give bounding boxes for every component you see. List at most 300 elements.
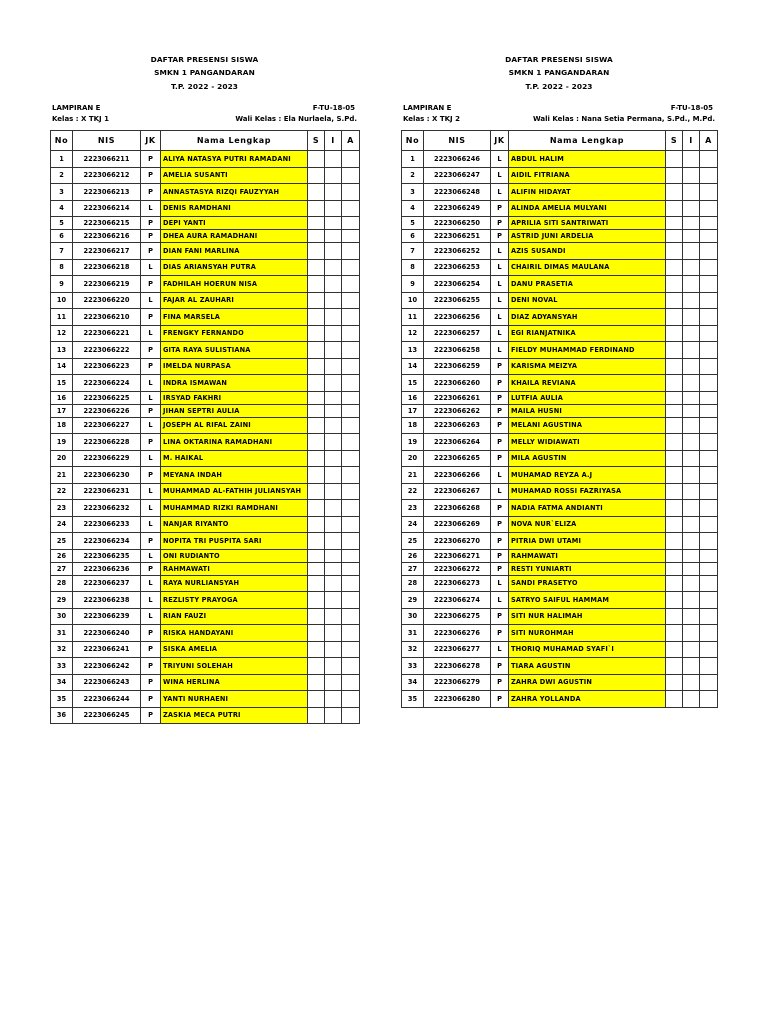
row-izin-cell[interactable] bbox=[683, 391, 700, 404]
row-sakit-cell[interactable] bbox=[308, 549, 325, 562]
row-nis: 2223066230 bbox=[73, 467, 141, 484]
row-alpa-cell[interactable] bbox=[700, 641, 718, 658]
row-jk: P bbox=[141, 658, 161, 675]
row-nis: 2223066279 bbox=[424, 674, 491, 691]
row-sakit-cell[interactable] bbox=[666, 533, 683, 550]
row-sakit-cell[interactable] bbox=[666, 549, 683, 562]
row-nama: RIAN FAUZI bbox=[161, 608, 308, 625]
row-sakit-cell[interactable] bbox=[666, 592, 683, 609]
row-izin-cell[interactable] bbox=[325, 342, 342, 359]
homeroom-teacher: Wali Kelas : Nana Setia Permana, S.Pd., M.Pd. bbox=[532, 115, 715, 123]
row-sakit-cell[interactable] bbox=[666, 325, 683, 342]
row-alpa-cell[interactable] bbox=[700, 467, 718, 484]
row-alpa-cell[interactable] bbox=[700, 230, 718, 243]
table-row bbox=[402, 200, 718, 217]
row-jk: P bbox=[491, 200, 509, 217]
row-izin-cell[interactable] bbox=[683, 243, 700, 260]
column-header-a: A bbox=[700, 131, 718, 151]
row-alpa-cell[interactable] bbox=[342, 658, 360, 675]
row-alpa-cell[interactable] bbox=[700, 243, 718, 260]
row-no: 16 bbox=[51, 391, 73, 404]
row-izin-cell[interactable] bbox=[325, 562, 342, 575]
row-no: 23 bbox=[402, 500, 424, 517]
row-alpa-cell[interactable] bbox=[342, 500, 360, 517]
row-sakit-cell[interactable] bbox=[308, 592, 325, 609]
row-sakit-cell[interactable] bbox=[666, 434, 683, 451]
row-nama: MEYANA INDAH bbox=[161, 467, 308, 484]
row-izin-cell[interactable] bbox=[683, 167, 700, 184]
table-row bbox=[402, 151, 718, 168]
row-izin-cell[interactable] bbox=[325, 674, 342, 691]
row-izin-cell[interactable] bbox=[325, 516, 342, 533]
row-sakit-cell[interactable] bbox=[666, 417, 683, 434]
column-header-nama: Nama Lengkap bbox=[161, 131, 308, 151]
row-sakit-cell[interactable] bbox=[666, 342, 683, 359]
row-nama: MUHAMMAD AL-FATHIH JULIANSYAH bbox=[161, 483, 308, 500]
row-alpa-cell[interactable] bbox=[700, 276, 718, 293]
row-izin-cell[interactable] bbox=[325, 151, 342, 168]
row-sakit-cell[interactable] bbox=[308, 391, 325, 404]
row-sakit-cell[interactable] bbox=[308, 562, 325, 575]
table-row bbox=[51, 608, 360, 625]
row-sakit-cell[interactable] bbox=[308, 533, 325, 550]
row-sakit-cell[interactable] bbox=[666, 658, 683, 675]
row-no: 11 bbox=[51, 309, 73, 326]
table-row bbox=[51, 674, 360, 691]
row-nis: 2223066211 bbox=[73, 151, 141, 168]
row-izin-cell[interactable] bbox=[325, 467, 342, 484]
row-sakit-cell[interactable] bbox=[666, 575, 683, 592]
row-izin-cell[interactable] bbox=[325, 533, 342, 550]
row-alpa-cell[interactable] bbox=[342, 151, 360, 168]
row-izin-cell[interactable] bbox=[325, 292, 342, 309]
row-nis: 2223066276 bbox=[424, 625, 491, 642]
row-izin-cell[interactable] bbox=[683, 217, 700, 230]
row-sakit-cell[interactable] bbox=[666, 674, 683, 691]
row-no: 14 bbox=[51, 358, 73, 375]
row-nama: DHEA AURA RAMADHANI bbox=[161, 230, 308, 243]
row-nama: ASTRID JUNI ARDELIA bbox=[509, 230, 666, 243]
row-sakit-cell[interactable] bbox=[666, 358, 683, 375]
table-row bbox=[402, 276, 718, 293]
row-sakit-cell[interactable] bbox=[666, 608, 683, 625]
row-izin-cell[interactable] bbox=[683, 375, 700, 392]
row-sakit-cell[interactable] bbox=[308, 483, 325, 500]
row-izin-cell[interactable] bbox=[683, 658, 700, 675]
row-nis: 2223066215 bbox=[73, 217, 141, 230]
row-izin-cell[interactable] bbox=[683, 184, 700, 201]
row-alpa-cell[interactable] bbox=[342, 358, 360, 375]
row-izin-cell[interactable] bbox=[325, 230, 342, 243]
row-izin-cell[interactable] bbox=[683, 674, 700, 691]
row-sakit-cell[interactable] bbox=[308, 230, 325, 243]
row-sakit-cell[interactable] bbox=[666, 404, 683, 417]
row-izin-cell[interactable] bbox=[683, 342, 700, 359]
row-sakit-cell[interactable] bbox=[666, 625, 683, 642]
row-nis: 2223066224 bbox=[73, 375, 141, 392]
row-sakit-cell[interactable] bbox=[308, 184, 325, 201]
row-izin-cell[interactable] bbox=[325, 549, 342, 562]
row-alpa-cell[interactable] bbox=[700, 391, 718, 404]
row-jk: L bbox=[491, 309, 509, 326]
row-jk: L bbox=[141, 450, 161, 467]
row-alpa-cell[interactable] bbox=[342, 259, 360, 276]
row-sakit-cell[interactable] bbox=[666, 151, 683, 168]
row-alpa-cell[interactable] bbox=[342, 404, 360, 417]
row-sakit-cell[interactable] bbox=[666, 562, 683, 575]
table-row bbox=[51, 592, 360, 609]
row-jk: L bbox=[491, 592, 509, 609]
row-izin-cell[interactable] bbox=[683, 641, 700, 658]
row-nis: 2223066274 bbox=[424, 592, 491, 609]
table-row bbox=[402, 184, 718, 201]
row-alpa-cell[interactable] bbox=[700, 217, 718, 230]
row-sakit-cell[interactable] bbox=[308, 358, 325, 375]
row-alpa-cell[interactable] bbox=[700, 483, 718, 500]
row-alpa-cell[interactable] bbox=[700, 450, 718, 467]
row-jk: P bbox=[491, 450, 509, 467]
table-row bbox=[51, 641, 360, 658]
row-sakit-cell[interactable] bbox=[308, 375, 325, 392]
row-no: 22 bbox=[402, 483, 424, 500]
row-alpa-cell[interactable] bbox=[700, 658, 718, 675]
row-sakit-cell[interactable] bbox=[308, 641, 325, 658]
table-row bbox=[51, 516, 360, 533]
table-row bbox=[51, 230, 360, 243]
row-no: 28 bbox=[51, 575, 73, 592]
row-sakit-cell[interactable] bbox=[666, 467, 683, 484]
table-row bbox=[402, 391, 718, 404]
row-izin-cell[interactable] bbox=[325, 707, 342, 724]
row-nama: RAHMAWATI bbox=[161, 562, 308, 575]
row-alpa-cell[interactable] bbox=[342, 533, 360, 550]
row-sakit-cell[interactable] bbox=[308, 325, 325, 342]
row-alpa-cell[interactable] bbox=[700, 259, 718, 276]
row-alpa-cell[interactable] bbox=[700, 342, 718, 359]
row-izin-cell[interactable] bbox=[325, 358, 342, 375]
row-alpa-cell[interactable] bbox=[342, 375, 360, 392]
row-sakit-cell[interactable] bbox=[666, 691, 683, 708]
row-jk: P bbox=[141, 533, 161, 550]
row-izin-cell[interactable] bbox=[325, 608, 342, 625]
row-alpa-cell[interactable] bbox=[342, 243, 360, 260]
row-izin-cell[interactable] bbox=[325, 309, 342, 326]
row-alpa-cell[interactable] bbox=[700, 592, 718, 609]
row-alpa-cell[interactable] bbox=[342, 230, 360, 243]
row-alpa-cell[interactable] bbox=[700, 167, 718, 184]
row-jk: P bbox=[141, 358, 161, 375]
row-alpa-cell[interactable] bbox=[342, 549, 360, 562]
row-izin-cell[interactable] bbox=[683, 200, 700, 217]
column-header-i: I bbox=[325, 131, 342, 151]
row-izin-cell[interactable] bbox=[683, 325, 700, 342]
row-izin-cell[interactable] bbox=[683, 625, 700, 642]
row-izin-cell[interactable] bbox=[683, 259, 700, 276]
row-sakit-cell[interactable] bbox=[308, 243, 325, 260]
row-sakit-cell[interactable] bbox=[308, 608, 325, 625]
row-nis: 2223066261 bbox=[424, 391, 491, 404]
row-sakit-cell[interactable] bbox=[308, 417, 325, 434]
row-alpa-cell[interactable] bbox=[700, 500, 718, 517]
row-sakit-cell[interactable] bbox=[666, 292, 683, 309]
row-alpa-cell[interactable] bbox=[342, 342, 360, 359]
row-izin-cell[interactable] bbox=[325, 625, 342, 642]
row-alpa-cell[interactable] bbox=[342, 217, 360, 230]
row-nis: 2223066267 bbox=[424, 483, 491, 500]
row-nama: INDRA ISMAWAN bbox=[161, 375, 308, 392]
row-alpa-cell[interactable] bbox=[700, 375, 718, 392]
row-jk: P bbox=[491, 549, 509, 562]
row-sakit-cell[interactable] bbox=[666, 516, 683, 533]
row-sakit-cell[interactable] bbox=[666, 276, 683, 293]
row-nis: 2223066238 bbox=[73, 592, 141, 609]
row-nama: DEPI YANTI bbox=[161, 217, 308, 230]
row-no: 9 bbox=[402, 276, 424, 293]
row-sakit-cell[interactable] bbox=[308, 575, 325, 592]
row-izin-cell[interactable] bbox=[325, 483, 342, 500]
table-row bbox=[51, 467, 360, 484]
row-no: 13 bbox=[402, 342, 424, 359]
row-alpa-cell[interactable] bbox=[700, 358, 718, 375]
row-sakit-cell[interactable] bbox=[308, 450, 325, 467]
row-izin-cell[interactable] bbox=[325, 391, 342, 404]
row-alpa-cell[interactable] bbox=[700, 608, 718, 625]
row-izin-cell[interactable] bbox=[325, 243, 342, 260]
row-alpa-cell[interactable] bbox=[342, 483, 360, 500]
row-nis: 2223066232 bbox=[73, 500, 141, 517]
row-izin-cell[interactable] bbox=[325, 325, 342, 342]
row-izin-cell[interactable] bbox=[325, 417, 342, 434]
row-sakit-cell[interactable] bbox=[308, 500, 325, 517]
row-nis: 2223066236 bbox=[73, 562, 141, 575]
row-izin-cell[interactable] bbox=[683, 358, 700, 375]
row-nama: FINA MARSELA bbox=[161, 309, 308, 326]
row-izin-cell[interactable] bbox=[683, 516, 700, 533]
row-alpa-cell[interactable] bbox=[342, 325, 360, 342]
row-jk: L bbox=[491, 167, 509, 184]
row-sakit-cell[interactable] bbox=[308, 217, 325, 230]
row-alpa-cell[interactable] bbox=[342, 167, 360, 184]
row-sakit-cell[interactable] bbox=[666, 167, 683, 184]
row-alpa-cell[interactable] bbox=[342, 309, 360, 326]
row-no: 21 bbox=[402, 467, 424, 484]
row-alpa-cell[interactable] bbox=[342, 641, 360, 658]
row-sakit-cell[interactable] bbox=[666, 450, 683, 467]
row-sakit-cell[interactable] bbox=[666, 200, 683, 217]
row-izin-cell[interactable] bbox=[683, 575, 700, 592]
row-izin-cell[interactable] bbox=[683, 483, 700, 500]
row-izin-cell[interactable] bbox=[325, 200, 342, 217]
row-jk: P bbox=[141, 562, 161, 575]
table-header-row bbox=[51, 131, 360, 151]
row-sakit-cell[interactable] bbox=[666, 184, 683, 201]
row-no: 16 bbox=[402, 391, 424, 404]
row-izin-cell[interactable] bbox=[325, 375, 342, 392]
row-alpa-cell[interactable] bbox=[342, 276, 360, 293]
row-izin-cell[interactable] bbox=[325, 641, 342, 658]
row-izin-cell[interactable] bbox=[683, 608, 700, 625]
row-izin-cell[interactable] bbox=[325, 658, 342, 675]
row-alpa-cell[interactable] bbox=[342, 200, 360, 217]
row-izin-cell[interactable] bbox=[683, 467, 700, 484]
column-header-i: I bbox=[683, 131, 700, 151]
row-izin-cell[interactable] bbox=[683, 434, 700, 451]
row-no: 33 bbox=[402, 658, 424, 675]
row-sakit-cell[interactable] bbox=[308, 467, 325, 484]
row-izin-cell[interactable] bbox=[683, 276, 700, 293]
table-header-row bbox=[402, 131, 718, 151]
row-alpa-cell[interactable] bbox=[700, 562, 718, 575]
row-sakit-cell[interactable] bbox=[308, 707, 325, 724]
row-izin-cell[interactable] bbox=[325, 167, 342, 184]
row-izin-cell[interactable] bbox=[683, 562, 700, 575]
row-alpa-cell[interactable] bbox=[342, 391, 360, 404]
row-alpa-cell[interactable] bbox=[342, 625, 360, 642]
row-izin-cell[interactable] bbox=[683, 292, 700, 309]
row-alpa-cell[interactable] bbox=[342, 434, 360, 451]
row-alpa-cell[interactable] bbox=[700, 625, 718, 642]
row-alpa-cell[interactable] bbox=[700, 549, 718, 562]
row-izin-cell[interactable] bbox=[683, 533, 700, 550]
row-sakit-cell[interactable] bbox=[666, 375, 683, 392]
row-alpa-cell[interactable] bbox=[700, 674, 718, 691]
row-izin-cell[interactable] bbox=[683, 592, 700, 609]
row-sakit-cell[interactable] bbox=[666, 243, 683, 260]
row-izin-cell[interactable] bbox=[325, 259, 342, 276]
row-sakit-cell[interactable] bbox=[666, 391, 683, 404]
row-alpa-cell[interactable] bbox=[700, 434, 718, 451]
row-alpa-cell[interactable] bbox=[342, 592, 360, 609]
row-alpa-cell[interactable] bbox=[700, 691, 718, 708]
row-alpa-cell[interactable] bbox=[700, 309, 718, 326]
row-izin-cell[interactable] bbox=[683, 404, 700, 417]
row-izin-cell[interactable] bbox=[683, 691, 700, 708]
row-sakit-cell[interactable] bbox=[666, 309, 683, 326]
row-jk: L bbox=[141, 325, 161, 342]
row-no: 17 bbox=[402, 404, 424, 417]
row-alpa-cell[interactable] bbox=[342, 575, 360, 592]
row-izin-cell[interactable] bbox=[683, 230, 700, 243]
row-sakit-cell[interactable] bbox=[666, 230, 683, 243]
row-no: 14 bbox=[402, 358, 424, 375]
row-alpa-cell[interactable] bbox=[700, 417, 718, 434]
row-jk: P bbox=[141, 309, 161, 326]
row-izin-cell[interactable] bbox=[683, 309, 700, 326]
row-alpa-cell[interactable] bbox=[700, 516, 718, 533]
row-izin-cell[interactable] bbox=[325, 592, 342, 609]
table-row bbox=[402, 625, 718, 642]
row-izin-cell[interactable] bbox=[325, 575, 342, 592]
row-sakit-cell[interactable] bbox=[308, 625, 325, 642]
row-alpa-cell[interactable] bbox=[700, 292, 718, 309]
row-izin-cell[interactable] bbox=[325, 184, 342, 201]
row-sakit-cell[interactable] bbox=[308, 292, 325, 309]
row-alpa-cell[interactable] bbox=[342, 467, 360, 484]
row-sakit-cell[interactable] bbox=[308, 200, 325, 217]
row-nama: TIARA AGUSTIN bbox=[509, 658, 666, 675]
row-nis: 2223066277 bbox=[424, 641, 491, 658]
row-sakit-cell[interactable] bbox=[666, 641, 683, 658]
row-izin-cell[interactable] bbox=[325, 691, 342, 708]
row-sakit-cell[interactable] bbox=[308, 259, 325, 276]
row-izin-cell[interactable] bbox=[325, 434, 342, 451]
row-izin-cell[interactable] bbox=[683, 417, 700, 434]
row-jk: P bbox=[491, 608, 509, 625]
row-alpa-cell[interactable] bbox=[700, 200, 718, 217]
row-nama: TRIYUNI SOLEHAH bbox=[161, 658, 308, 675]
row-no: 15 bbox=[402, 375, 424, 392]
row-nis: 2223066214 bbox=[73, 200, 141, 217]
row-sakit-cell[interactable] bbox=[308, 404, 325, 417]
row-sakit-cell[interactable] bbox=[308, 151, 325, 168]
row-nama: JOSEPH AL RIFAL ZAINI bbox=[161, 417, 308, 434]
row-sakit-cell[interactable] bbox=[666, 217, 683, 230]
row-alpa-cell[interactable] bbox=[700, 575, 718, 592]
row-nis: 2223066223 bbox=[73, 358, 141, 375]
row-alpa-cell[interactable] bbox=[342, 674, 360, 691]
row-sakit-cell[interactable] bbox=[308, 658, 325, 675]
row-izin-cell[interactable] bbox=[325, 404, 342, 417]
row-sakit-cell[interactable] bbox=[308, 342, 325, 359]
row-alpa-cell[interactable] bbox=[342, 562, 360, 575]
row-sakit-cell[interactable] bbox=[308, 674, 325, 691]
row-nama: IMELDA NURPASA bbox=[161, 358, 308, 375]
row-alpa-cell[interactable] bbox=[342, 417, 360, 434]
row-alpa-cell[interactable] bbox=[342, 516, 360, 533]
row-sakit-cell[interactable] bbox=[666, 500, 683, 517]
row-izin-cell[interactable] bbox=[683, 450, 700, 467]
row-izin-cell[interactable] bbox=[325, 276, 342, 293]
row-izin-cell[interactable] bbox=[683, 151, 700, 168]
row-alpa-cell[interactable] bbox=[342, 292, 360, 309]
row-sakit-cell[interactable] bbox=[308, 434, 325, 451]
row-sakit-cell[interactable] bbox=[308, 691, 325, 708]
row-sakit-cell[interactable] bbox=[308, 276, 325, 293]
row-alpa-cell[interactable] bbox=[342, 608, 360, 625]
row-alpa-cell[interactable] bbox=[342, 450, 360, 467]
row-nis: 2223066220 bbox=[73, 292, 141, 309]
row-nama: EGI RIANJATNIKA bbox=[509, 325, 666, 342]
row-sakit-cell[interactable] bbox=[308, 167, 325, 184]
row-no: 20 bbox=[51, 450, 73, 467]
row-jk: P bbox=[141, 342, 161, 359]
row-sakit-cell[interactable] bbox=[666, 483, 683, 500]
row-alpa-cell[interactable] bbox=[342, 691, 360, 708]
row-no: 17 bbox=[51, 404, 73, 417]
row-alpa-cell[interactable] bbox=[700, 404, 718, 417]
row-nis: 2223066216 bbox=[73, 230, 141, 243]
row-izin-cell[interactable] bbox=[325, 450, 342, 467]
row-sakit-cell[interactable] bbox=[666, 259, 683, 276]
row-alpa-cell[interactable] bbox=[700, 151, 718, 168]
row-izin-cell[interactable] bbox=[683, 549, 700, 562]
row-alpa-cell[interactable] bbox=[342, 707, 360, 724]
row-no: 26 bbox=[51, 549, 73, 562]
row-alpa-cell[interactable] bbox=[700, 325, 718, 342]
row-alpa-cell[interactable] bbox=[342, 184, 360, 201]
row-izin-cell[interactable] bbox=[683, 500, 700, 517]
row-sakit-cell[interactable] bbox=[308, 309, 325, 326]
row-no: 31 bbox=[402, 625, 424, 642]
row-nama: ANNASTASYA RIZQI FAUZYYAH bbox=[161, 184, 308, 201]
row-izin-cell[interactable] bbox=[325, 217, 342, 230]
row-jk: P bbox=[491, 358, 509, 375]
row-alpa-cell[interactable] bbox=[700, 184, 718, 201]
row-izin-cell[interactable] bbox=[325, 500, 342, 517]
row-alpa-cell[interactable] bbox=[700, 533, 718, 550]
row-sakit-cell[interactable] bbox=[308, 516, 325, 533]
school-name: SMKN 1 PANGANDARAN bbox=[508, 68, 610, 77]
